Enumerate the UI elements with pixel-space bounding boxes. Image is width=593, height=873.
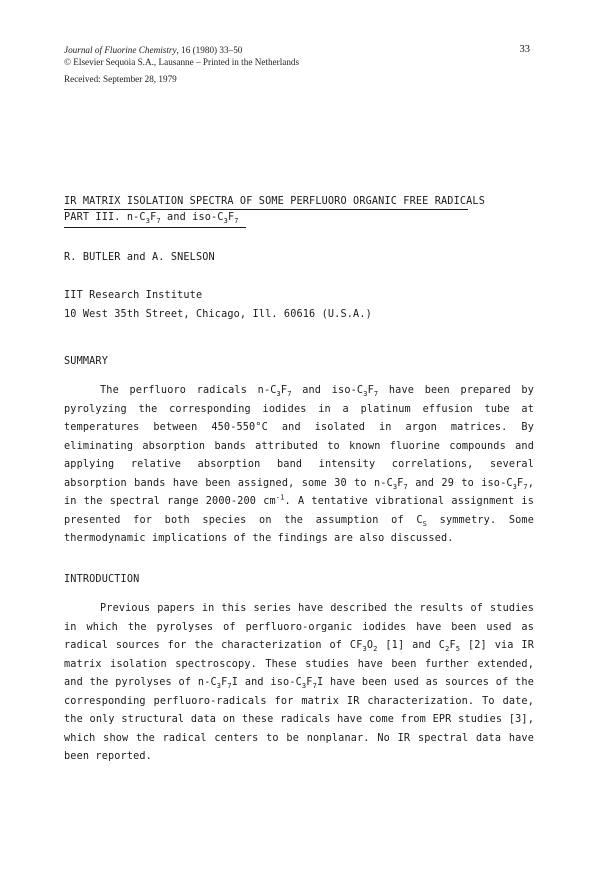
- received-date: Received: September 28, 1979: [64, 74, 177, 84]
- summary-heading: SUMMARY: [64, 356, 108, 367]
- summary-text: The perfluoro radicals $n-C_3F_7$ and iso-$C_3F_7$ have been prepared by pyrolyzing the corresponding iodides in a platinum effusion tube at temperatures between 450-550°C and isolated in argon matrices. By eliminating absorption bands attributed to known fluorine compounds and applying relative absorption band intensity correlations, several absorption bands have been assigned, some 30 to $n-C_3F_7$ and 29 to iso-$C_3F_7$, in the spectral range 2000-200 $cm^{-1}$. A tentative vibrational assignment is presented for both species on the assumption of $C_S$ symmetry. Some thermodynamic implications of the findings are also discussed.: [64, 385, 534, 544]
- copyright-line: © Elsevier Sequoia S.A., Lausanne – Printed in the Netherlands: [64, 57, 300, 67]
- affiliation-name: IIT Research Institute: [64, 290, 203, 301]
- affiliation-address: 10 West 35th Street, Chicago, Ill. 60616 (U.S.A.): [64, 309, 372, 320]
- authors: R. BUTLER and A. SNELSON: [64, 252, 215, 263]
- page-number: 33: [519, 44, 530, 55]
- title-underline-2: [64, 227, 246, 228]
- title-line-1: IR MATRIX ISOLATION SPECTRA OF SOME PERFLUORO ORGANIC FREE RADICALS: [64, 196, 485, 207]
- title-underline: [64, 209, 468, 210]
- title-line-2: PART III. $n-C_3F_7$ and iso-$C_3F_7$: [64, 212, 239, 226]
- journal-citation: Journal of Fluorine Chemistry, 16 (1980) 33–50: [64, 45, 243, 55]
- introduction-heading: INTRODUCTION: [64, 574, 140, 585]
- introduction-text: Previous papers in this series have described the results of studies in which the pyrolyses of perfluoro-organic iodides have been used as radical sources for the characterization of $CF_3O_2$ [1] and $C_2F_5$ [2] via IR matrix isolation spectroscopy. These studies have been further extended, and the pyrolyses of $n-C_3F_7I$ and iso-$C_3F_7I$ have been used as sources of the corresponding perfluoro-radicals for matrix IR characterization. To date, the only structural data on these radicals have come from EPR studies [3], which show the radical centers to be nonplanar. No IR spectral data have been reported.: [64, 603, 534, 762]
